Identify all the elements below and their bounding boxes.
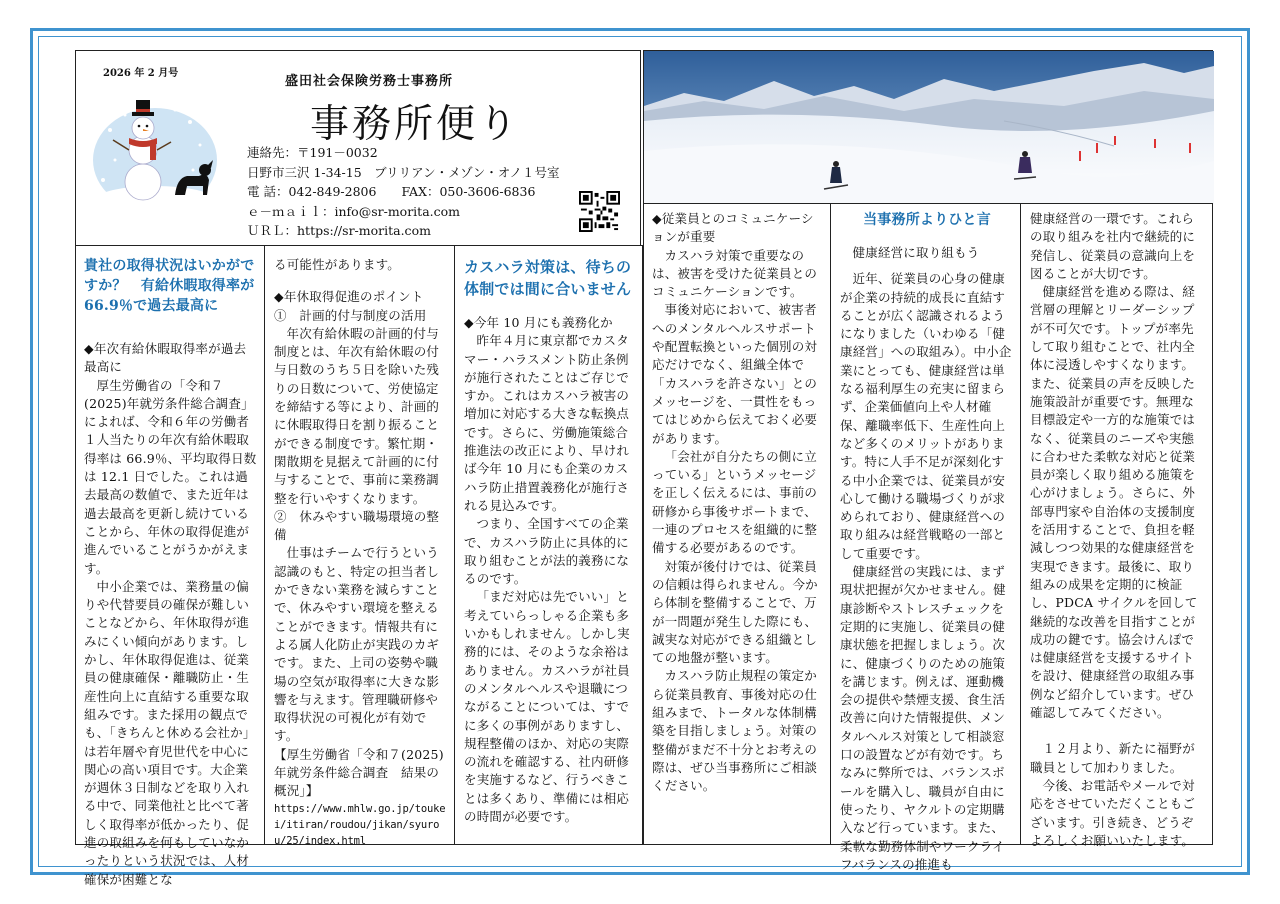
paragraph: 健康経営の実践には、まず現状把握が欠かせません。健康診断やストレスチェックを定期的に実施し、従業員の健康状態を把握しましょう。次に、健康づくりのための施策を講じます。例えば、運動機会の提供や禁煙支援、食生活改善に向けた情報提供、メンタルヘルス対策として相談窓口の設置などが有効です。ちなみに弊所では、バランスボールを購入し、職員が自由に使ったり、ヤクルトの定期購入など行っています。また、柔軟な勤務体制やワークライフバランスの推進も [840,564,1006,872]
paragraph: 年次有給休暇の計画的付与制度とは、年次有給休暇の付与日数のうち５日を除いた残りの日数について、労使協定を締結する等により、計画的に休暇取得日を割り振ることができる制度です。繁忙期・閑散期を見据えて計画的に付与することで、事前に業務調整を行いやすくなります。 [274,325,440,506]
paragraph: つまり、全国すべての企業で、カスハラ防止に具体的に取り組むことが法的義務になるのです。 [464,516,630,587]
paragraph: 「まだ対応は先でいい」と考えていらっしゃる企業も多いかもしれません。しかし実務的には、そのような余裕はありません。カスハラが社員のメンタルヘルスや退職につながることについては、すでに多くの事例がありますし、規程整備のほか、対応の実際の流れを確認する、社内研修を実施するなど、行うべきことは多くあり、準備には相応の時間が必要です。 [464,589,630,825]
ski-slope-photo [643,50,1213,203]
point-2-title: ② 休みやすい職場環境の整備 [274,508,440,543]
subhead-points: ◆年休取得促進のポイント [274,289,424,305]
source-link[interactable]: https://www.mhlw.go.jp/toukei/itiran/roudou/jikan/syurou/25/index.html [274,802,446,847]
point-1-title: ① 計画的付与制度の活用 [274,307,427,323]
paragraph: 健康経営を進める際は、経営層の理解とリーダーシップが不可欠です。トップが率先して取り組むことで、社内全体に浸透しやすくなります。また、従業員の声を反映した施策設計が重要です。無理な目標設定や一方的な施策ではなく、従業員のニーズや実態に合わせた柔軟な対応と従業員が楽しく取り組める施策を心がけましょう。さらに、外部専門家や自治体の支援制度を活用することで、負担を軽減しつつ効果的な健康経営を実現できます。最後に、取り組みの成果を定期的に検証し、PDCA サイクルを回して継続的な改善を目指すことが成功の鍵です。協会けんぽでは健康経営を支援するサイトを設け、健康経営の取組み事例など紹介しています。ぜひ確認してみてください。 [1030,284,1198,721]
newsletter-title: 事務所便り [310,102,521,147]
paragraph: 事後対応において、被害者へのメンタルヘルスサポートや配置転換といった個別の対応だけでなく、組織全体で「カスハラを許さない」とのメッセージを、一貫性をもってはじめから伝えておく必要があります。 [652,302,818,446]
paragraph: る可能性があります。 [274,257,401,272]
paragraph: カスハラ対策で重要なのは、被害を受けた従業員とのコミュニケーションです。 [652,247,818,300]
qr-code-icon[interactable] [579,191,620,232]
contact-email[interactable]: ｅ－ｍａｉｌ：info@sr-morita.com [247,203,460,219]
column-headline: 当事務所よりひと言 [863,212,991,228]
paragraph: 昨年４月に東京都でカスタマー・ハラスメント防止条例が施行されたことはご存じですか。これはカスハラ被害の増加に対応する大きな転換点です。さらに、労働施策総合推進法の改正により、早ければ今年 10 月にも企業のカスハラ防止措置義務化が施行される見込みです。 [464,333,630,513]
article-annual-leave [84,256,258,887]
paragraph: 健康経営の一環です。これらの取り組みを社内で継続的に発信し、従業員の意識向上を図ることが大切です。 [1030,211,1196,281]
contact-address: 日野市三沢 1-34-15 ブリリアン・メゾン・オノ１号室 [247,164,560,180]
paragraph: 中小企業では、業務量の偏りや代替要員の確保が難しいことなどから、年休取得が進みにくい傾向があります。しかし、年休取得促進は、従業員の健康確保・離職防止・生産性向上に直結する重要な取組みです。また採用の観点でも、「きちんと休める会社か」は若年層や育児世代を中心に関心の高い項目です。大企業が週休３日制などを取り入れる中で、同業他社と比べて著しく取得率が低かったり、促進の取組みを何もしていなかったりという状況では、人材確保が困難とな [84,578,256,887]
office-column [840,210,1014,872]
paragraph: 厚生労働省の「令和７(2025)年就労条件総合調査」によれば、令和６年の労働者１人当たりの年次有給休暇取得率は 66.9％、平均取得日数は 12.1 日でした。これは過去最高の数値で、また近年は過去最高を更新し続けていることから、年休の取得促進が進んでいることがうかがえます。 [84,377,257,576]
article-customer-harassment-continued [652,210,824,840]
source-title: 【厚生労働省「令和７(2025)年就労条件総合調査 結果の概況」】 [274,746,444,799]
headline-annual-leave: 貴社の取得状況はいかがですか？ 有給休暇取得率が 66.9％で過去最高に [84,258,255,314]
issue-date: 2026 年 2 月号 [103,68,179,79]
subhead-communication: ◆従業員とのコミュニケーションが重要 [652,211,814,245]
staff-notice: １２月より、新たに福野が職員として加わりました。 [1030,741,1195,775]
headline-customer-harassment: カスハラ対策は、待ちの体制では間に合いません [464,258,632,298]
article-customer-harassment [464,256,636,841]
article-annual-leave-continued [274,256,448,847]
subhead-mandatory: ◆今年 10 月にも義務化か [464,315,613,330]
office-name: 盛田社会保険労務士事務所 [285,74,454,89]
contact-url[interactable]: ＵＲＬ：https://sr-morita.com [247,223,431,238]
column-subtitle: 健康経営に取り組もう [852,245,980,260]
staff-notice: 今後、お電話やメールで対応をさせていただくこともございます。引き続き、どうぞよろしくお願いいたします。 [1030,777,1196,848]
office-column-continued [1030,210,1206,848]
paragraph: 対策が後付けでは、従業員の信頼は得られません。今から体制を整備することで、万が一問題が発生した際にも、誠実な対応ができる組織としての地盤が整います。 [652,558,818,666]
contact-phone-fax: 電 話：042-849-2806 FAX：050-3606-6836 [247,184,536,199]
paragraph: カスハラ防止規程の策定から従業員教育、事後対応の仕組みまで、トータルな体制構築を目指しましょう。対策の整備がまだ不十分とお考えの際は、ぜひ当事務所にご相談ください。 [652,668,818,794]
subhead-record-high: ◆年次有給休暇取得率が過去最高に [84,341,247,375]
paragraph: 「会社が自分たちの側に立っている」というメッセージを正しく伝えるには、事前の研修から事後サポートまで、一連のプロセスを組織的に整備する必要があるのです。 [652,448,818,556]
paragraph: 仕事はチームで行うという認識のもと、特定の担当者しかできない業務を減らすことで、休みやすい環境を整えることができます。情報共有による属人化防止が実践のカギです。また、上司の姿勢や職場の空気が取得率に大きな影響を与えます。管理職研修や取得状況の可視化が有効です。 [274,545,440,744]
paragraph: 近年、従業員の心身の健康が企業の持続的成長に直結することが広く認識されるようになりました（いわゆる「健康経営」への取組み）。中小企業にとっても、健康経営は単なる福利厚生の充実に留まらず、企業価値向上や人材確保、離職率低下、生産性向上など多くのメリットがあります。特に人手不足が深刻化する中小企業では、従業員が安心して働ける職場づくりが求められており、健康経営への取り組みは経営戦略の一部として重要です。 [840,271,1012,561]
contact-postal: 連絡先：〒191－0032 [247,145,378,160]
contact-block [247,143,560,241]
snowman-illustration [95,100,235,215]
